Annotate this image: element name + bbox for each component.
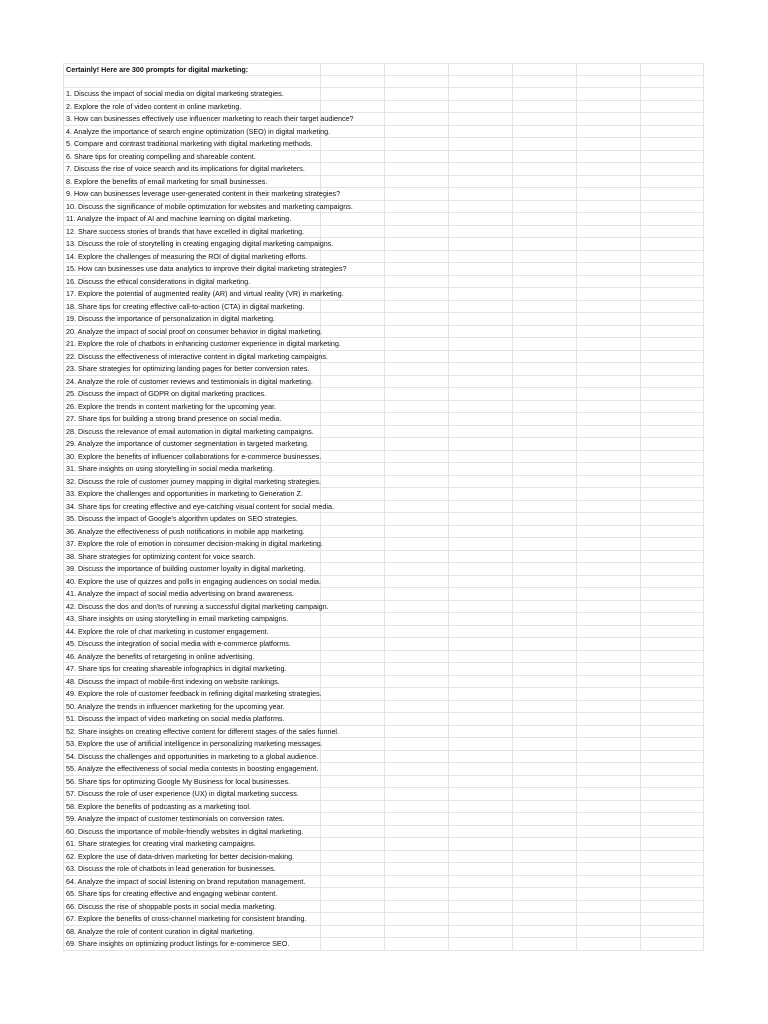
prompt-cell: 15. How can businesses use data analytics to improve their digital marketing strategies? <box>66 264 347 273</box>
prompt-cell: 13. Discuss the role of storytelling in creating engaging digital marketing campaigns. <box>66 239 334 248</box>
prompt-cell: 56. Share tips for optimizing Google My Business for local businesses. <box>66 776 291 786</box>
prompt-cell: 43. Share insights on using storytelling in email marketing campaigns. <box>66 614 289 623</box>
prompt-cell: 4. Analyze the importance of search engine optimization (SEO) in digital marketing. <box>66 126 331 136</box>
prompt-cell: 29. Analyze the importance of customer segmentation in targeted marketing. <box>66 439 309 448</box>
prompt-cell: 57. Discuss the role of user experience (UX) in digital marketing success. <box>66 789 299 798</box>
prompt-cell: 6. Share tips for creating compelling and shareable content. <box>66 151 256 161</box>
prompt-cell: 1. Discuss the impact of social media on digital marketing strategies. <box>66 89 284 98</box>
prompt-cell: 37. Explore the role of emotion in consumer decision-making in digital marketing. <box>66 539 323 548</box>
prompt-cell: 21. Explore the role of chatbots in enhancing customer experience in digital marketing. <box>66 339 341 348</box>
prompt-cell: 50. Analyze the trends in influencer marketing for the upcoming year. <box>66 701 285 711</box>
prompt-cell: 54. Discuss the challenges and opportunities in marketing to a global audience. <box>66 751 319 761</box>
prompt-cell: 41. Analyze the impact of social media advertising on brand awareness. <box>66 589 295 598</box>
column-divider <box>703 63 704 951</box>
prompt-cell: 51. Discuss the impact of video marketing on social media platforms. <box>66 714 285 723</box>
prompt-cell: 33. Explore the challenges and opportunities in marketing to Generation Z. <box>66 489 303 498</box>
prompt-cell: 20. Analyze the impact of social proof on consumer behavior in digital marketing. <box>66 326 323 336</box>
prompt-cell: 49. Explore the role of customer feedback in refining digital marketing strategies. <box>66 689 322 698</box>
prompt-cell: 17. Explore the potential of augmented reality (AR) and virtual reality (VR) in marketing. <box>66 289 344 298</box>
prompt-cell: 47. Share tips for creating shareable infographics in digital marketing. <box>66 664 287 673</box>
prompt-cell: 66. Discuss the rise of shoppable posts in social media marketing. <box>66 901 277 911</box>
prompt-cell: 68. Analyze the role of content curation in digital marketing. <box>66 926 255 936</box>
prompt-cell: 9. How can businesses leverage user-generated content in their marketing strategies? <box>66 189 341 198</box>
prompt-cell: 14. Explore the challenges of measuring the ROI of digital marketing efforts. <box>66 251 308 261</box>
column-divider <box>640 63 641 951</box>
prompt-cell: 39. Discuss the importance of building customer loyalty in digital marketing. <box>66 564 306 573</box>
prompt-cell: 32. Discuss the role of customer journey mapping in digital marketing strategies. <box>66 476 321 486</box>
prompt-cell: 53. Explore the use of artificial intelligence in personalizing marketing messages. <box>66 739 323 748</box>
prompt-cell: 35. Discuss the impact of Google's algorithm updates on SEO strategies. <box>66 514 298 523</box>
prompt-cell: 30. Explore the benefits of influencer collaborations for e-commerce businesses. <box>66 451 322 461</box>
prompt-cell: 31. Share insights on using storytelling in social media marketing. <box>66 464 275 473</box>
prompt-cell: 59. Analyze the impact of customer testimonials on conversion rates. <box>66 814 285 823</box>
prompt-cell: 55. Analyze the effectiveness of social media contests in boosting engagement. <box>66 764 319 773</box>
prompt-cell: 8. Explore the benefits of email marketing for small businesses. <box>66 176 268 186</box>
prompt-cell: 69. Share insights on optimizing product listings for e-commerce SEO. <box>66 939 290 948</box>
prompt-cell: 64. Analyze the impact of social listening on brand reputation management. <box>66 876 306 886</box>
prompt-cell: 52. Share insights on creating effective content for different stages of the sales funnel. <box>66 726 340 736</box>
prompt-cell: 7. Discuss the rise of voice search and its implications for digital marketers. <box>66 164 305 173</box>
prompt-cell: 62. Explore the use of data-driven marketing for better decision-making. <box>66 851 295 861</box>
spreadsheet-grid <box>63 63 704 951</box>
prompt-cell: 65. Share tips for creating effective and engaging webinar content. <box>66 889 278 898</box>
prompt-cell: 45. Discuss the integration of social media with e-commerce platforms. <box>66 639 291 648</box>
prompt-cell: 11. Analyze the impact of AI and machine learning on digital marketing. <box>66 214 292 223</box>
column-divider <box>63 63 64 951</box>
prompt-cell: 24. Analyze the role of customer reviews and testimonials in digital marketing. <box>66 376 313 386</box>
prompt-cell: 27. Share tips for building a strong brand presence on social media. <box>66 414 282 423</box>
prompt-cell: 18. Share tips for creating effective call-to-action (CTA) in digital marketing. <box>66 301 305 311</box>
prompt-cell: 10. Discuss the significance of mobile optimization for websites and marketing campaigns. <box>66 201 353 211</box>
prompt-cell: 46. Analyze the benefits of retargeting in online advertising. <box>66 651 255 661</box>
prompt-cell: 19. Discuss the importance of personalization in digital marketing. <box>66 314 275 323</box>
prompt-cell: 38. Share strategies for optimizing content for voice search. <box>66 551 256 561</box>
prompt-cell: 63. Discuss the role of chatbots in lead generation for businesses. <box>66 864 276 873</box>
prompt-cell: 40. Explore the use of quizzes and polls in engaging audiences on social media. <box>66 576 321 586</box>
column-divider <box>448 63 449 951</box>
prompt-cell: 67. Explore the benefits of cross-channel marketing for consistent branding. <box>66 914 307 923</box>
prompt-cell: 2. Explore the role of video content in online marketing. <box>66 101 242 111</box>
prompt-cell: 60. Discuss the importance of mobile-friendly websites in digital marketing. <box>66 826 304 836</box>
prompt-cell: 12. Share success stories of brands that have excelled in digital marketing. <box>66 226 305 236</box>
column-divider <box>384 63 385 951</box>
prompt-cell: 36. Analyze the effectiveness of push notifications in mobile app marketing. <box>66 526 305 536</box>
prompt-cell: 34. Share tips for creating effective and eye-catching visual content for social media. <box>66 501 334 511</box>
prompt-cell: 5. Compare and contrast traditional marketing with digital marketing methods. <box>66 139 313 148</box>
prompt-cell: 48. Discuss the impact of mobile-first indexing on website rankings. <box>66 676 280 686</box>
prompt-cell: 3. How can businesses effectively use influencer marketing to reach their target audience? <box>66 114 354 123</box>
prompt-cell: 28. Discuss the relevance of email automation in digital marketing campaigns. <box>66 426 314 436</box>
prompt-cell: 44. Explore the role of chat marketing in customer engagement. <box>66 626 269 636</box>
prompt-cell: 58. Explore the benefits of podcasting as a marketing tool. <box>66 801 251 811</box>
prompt-cell: 42. Discuss the dos and don'ts of running a successful digital marketing campaign. <box>66 601 329 611</box>
column-divider <box>512 63 513 951</box>
column-divider <box>576 63 577 951</box>
prompt-cell: 22. Discuss the effectiveness of interactive content in digital marketing campaigns. <box>66 351 328 361</box>
prompt-cell: 23. Share strategies for optimizing landing pages for better conversion rates. <box>66 364 310 373</box>
prompt-cell: 61. Share strategies for creating viral marketing campaigns. <box>66 839 256 848</box>
sheet-title: Certainly! Here are 300 prompts for digital marketing: <box>66 65 249 74</box>
prompt-cell: 26. Explore the trends in content marketing for the upcoming year. <box>66 401 277 411</box>
prompt-cell: 25. Discuss the impact of GDPR on digital marketing practices. <box>66 389 267 398</box>
prompt-cell: 16. Discuss the ethical considerations in digital marketing. <box>66 276 251 286</box>
